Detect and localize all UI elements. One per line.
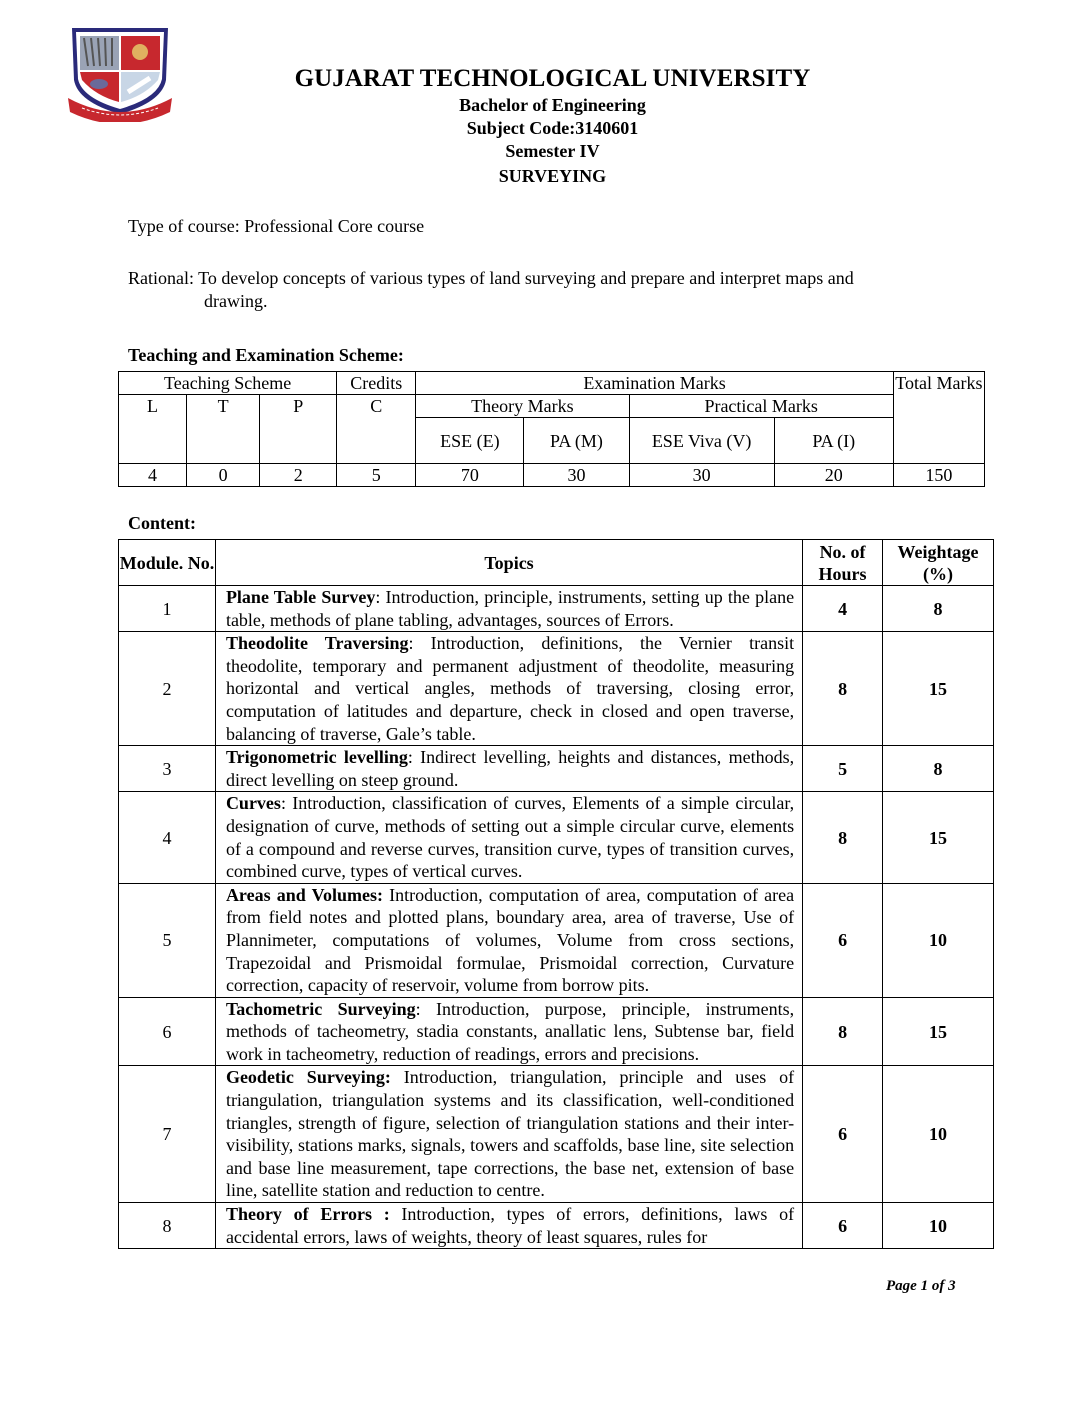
module-hours: 8	[803, 997, 883, 1066]
table-row	[119, 586, 994, 632]
module-topics	[215, 997, 802, 1066]
header-ese-e: ESE (E)	[416, 418, 524, 464]
module-weightage: 15	[883, 997, 994, 1066]
value-pa-i: 20	[774, 464, 893, 487]
header-ese-viva: ESE Viva (V)	[629, 418, 774, 464]
module-hours: 6	[803, 1203, 883, 1249]
header-t: T	[187, 395, 260, 464]
topic-separator: :	[408, 633, 414, 654]
module-topics	[215, 792, 802, 883]
semester: Semester IV	[505, 141, 600, 161]
table-row	[119, 632, 994, 746]
topic-text: Introduction, definitions, the Vernier transit theodolite, temporary and permanent adjustment of theodolite, measuring horizontal and vertical angles, methods of traversing, closing error, computation of latitudes and departure, check in closed and open traverse, balancing of traverse, Gale’s table.	[225, 633, 795, 744]
value-total: 150	[893, 464, 984, 487]
module-weightage: 15	[883, 792, 994, 883]
topic-text: Introduction, computation of area, computation of area from field notes and plotted plans, boundary area, area of traverse, Use of Plannimeter, computations of volumes, Volume from cross sections, Trapezoidal and Prismoidal formulae, Prismoidal correction, Curvature correction, capacity of reservoir, volume from borrow pits.	[225, 884, 795, 996]
subject-code: Subject Code:3140601	[466, 118, 639, 138]
table-row	[119, 883, 994, 997]
content-table	[118, 539, 994, 1249]
table-row	[119, 997, 994, 1066]
header-l: L	[119, 395, 187, 464]
topic-title: Theory of Errors :	[225, 1204, 390, 1225]
module-number: 8	[119, 1203, 216, 1249]
value-p: 2	[260, 464, 337, 487]
topic-text: Introduction, principle, instruments, setting up the plane table, methods of plane tabling, advantages, sources of Errors.	[225, 587, 795, 630]
module-number: 1	[119, 586, 216, 632]
scheme-table	[118, 371, 985, 487]
university-name: GUJARAT TECHNOLOGICAL UNIVERSITY	[294, 65, 811, 92]
topic-title: Plane Table Survey	[225, 587, 376, 607]
module-weightage: 8	[883, 746, 994, 792]
header-module-no: Module. No.	[119, 540, 216, 586]
content-title: Content:	[128, 513, 196, 533]
value-ese-e: 70	[416, 464, 524, 487]
header-pa-m: PA (M)	[524, 418, 629, 464]
module-hours: 6	[803, 1066, 883, 1203]
module-weightage: 10	[883, 883, 994, 997]
topic-title: Theodolite Traversing	[225, 633, 409, 654]
value-l: 4	[119, 464, 187, 487]
rational	[128, 267, 928, 313]
module-hours: 6	[803, 883, 883, 997]
module-topics	[215, 632, 802, 746]
subject-title: SURVEYING	[498, 166, 607, 186]
module-weightage: 10	[883, 1203, 994, 1249]
module-topics	[215, 883, 802, 997]
scheme-title: Teaching and Examination Scheme:	[128, 345, 404, 365]
header-p: P	[260, 395, 337, 464]
module-number: 4	[119, 792, 216, 883]
module-number: 6	[119, 997, 216, 1066]
document-header	[280, 64, 825, 188]
topic-title: Curves	[225, 793, 281, 814]
header-teaching-scheme: Teaching Scheme	[119, 372, 337, 395]
university-logo	[66, 22, 174, 122]
module-weightage: 15	[883, 632, 994, 746]
value-t: 0	[187, 464, 260, 487]
topic-text: Introduction, classification of curves, Elements of a simple circular, designation of curve, methods of setting out a simple circular curve, elements of a compound and reverse curves, transition curve, types of transition curves, combined curve, types of vertical curves.	[225, 793, 795, 882]
header-c: C	[337, 395, 416, 464]
topic-separator: :	[375, 587, 381, 607]
topic-title: Tachometric Surveying	[225, 998, 416, 1019]
table-row	[119, 792, 994, 883]
module-hours: 5	[803, 746, 883, 792]
rational-line-1: Rational: To develop concepts of various types of land surveying and prepare and interpret maps and	[128, 268, 854, 288]
module-hours: 4	[803, 586, 883, 632]
value-c: 5	[337, 464, 416, 487]
topic-title: Areas and Volumes:	[225, 884, 383, 905]
header-theory-marks: Theory Marks	[416, 395, 629, 418]
module-topics	[215, 1203, 802, 1249]
module-number: 5	[119, 883, 216, 997]
header-exam-marks: Examination Marks	[416, 372, 894, 395]
module-number: 2	[119, 632, 216, 746]
rational-line-2: drawing.	[204, 291, 268, 311]
course-type: Type of course: Professional Core course	[128, 216, 425, 236]
page-number: Page 1 of 3	[886, 1278, 956, 1294]
topic-text: Introduction, types of errors, definitions, laws of accidental errors, laws of weights, theory of least squares, rules for	[225, 1204, 795, 1247]
header-practical-marks: Practical Marks	[629, 395, 893, 418]
module-topics	[215, 746, 802, 792]
table-row	[119, 746, 994, 792]
table-row	[119, 1066, 994, 1203]
header-credits: Credits	[337, 372, 416, 395]
module-topics	[215, 586, 802, 632]
module-topics	[215, 1066, 802, 1203]
header-weightage: Weightage (%)	[883, 540, 994, 586]
header-pa-i: PA (I)	[774, 418, 893, 464]
table-row	[119, 1203, 994, 1249]
value-pa-m: 30	[524, 464, 629, 487]
module-weightage: 10	[883, 1066, 994, 1203]
header-total-marks: Total Marks	[893, 372, 984, 464]
university-crest-icon	[66, 22, 174, 122]
topic-title: Trigonometric levelling	[225, 747, 408, 768]
module-hours: 8	[803, 792, 883, 883]
topic-separator: :	[407, 747, 413, 768]
module-number: 7	[119, 1066, 216, 1203]
header-topics: Topics	[215, 540, 802, 586]
program-name: Bachelor of Engineering	[459, 95, 646, 115]
topic-text: Introduction, purpose, principle, instruments, methods of tacheometry, stadia constants, anallatic lens, Subtense bar, field work in tacheometry, reduction of readings, errors and precisions.	[225, 998, 795, 1064]
module-weightage: 8	[883, 586, 994, 632]
value-ese-viva: 30	[629, 464, 774, 487]
topic-separator: :	[280, 793, 286, 814]
topic-separator: :	[415, 998, 421, 1019]
module-number: 3	[119, 746, 216, 792]
topic-title: Geodetic Surveying:	[225, 1067, 391, 1088]
header-hours: No. of Hours	[803, 540, 883, 586]
topic-text: Indirect levelling, heights and distances, methods, direct levelling on steep ground.	[225, 747, 795, 790]
module-hours: 8	[803, 632, 883, 746]
topic-text: Introduction, triangulation, principle and uses of triangulation, triangulation systems and its classification, well-conditioned triangles, strength of figure, selection of triangulation stations and their inter-visibility, stations marks, signals, towers and scaffolds, base line, site selection and base line measurement, tape corrections, the base net, extension of base line, satellite station and reduction to centre.	[225, 1067, 795, 1201]
